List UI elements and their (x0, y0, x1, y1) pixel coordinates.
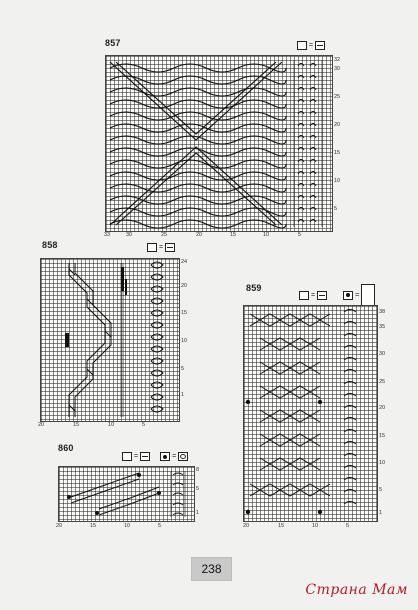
site-watermark: Страна Мам (305, 582, 408, 598)
chart-857-row-tick: 20 (334, 122, 341, 128)
chart-859-col-tick: 15 (278, 523, 285, 529)
chart-858-row-tick: 20 (181, 283, 188, 289)
bobble-symbol-icon (160, 452, 170, 461)
purl-symbol-icon (165, 243, 175, 252)
bobble-symbol-icon (343, 291, 353, 300)
purl-symbol-icon (315, 41, 325, 50)
chart-857-cable-pattern (106, 56, 332, 231)
chart-857-row-tick: 10 (334, 178, 341, 184)
chart-858-col-tick: 15 (73, 422, 80, 428)
chart-857-row-tick: 32 (334, 57, 341, 63)
chart-859-col-tick: 5 (346, 523, 350, 529)
chart-859-row-tick: 1 (379, 510, 383, 516)
chart-859-row-tick: 10 (379, 460, 386, 466)
chart-860-col-tick: 20 (56, 523, 63, 529)
legend-equals: = (311, 291, 316, 299)
chart-860-number: 860 (58, 443, 74, 453)
bobble-diagram-icon (361, 284, 375, 306)
legend-equals: = (309, 42, 314, 49)
chart-857-col-tick: 25 (161, 232, 168, 238)
chart-858-col-tick: 5 (142, 422, 146, 428)
chart-859-grid (243, 305, 378, 522)
chart-858-col-tick: 10 (108, 422, 115, 428)
chart-860-grid (58, 466, 195, 522)
chart-857-col-tick: 30 (126, 232, 133, 238)
chart-857-number: 857 (105, 38, 121, 48)
chart-859-cable-pattern (244, 306, 377, 521)
legend-equals: = (172, 453, 177, 460)
chart-860-legend (122, 452, 188, 461)
purl-symbol-icon (317, 291, 327, 300)
chart-860-row-tick: 5 (196, 486, 200, 492)
chart-857-row-tick: 15 (334, 150, 341, 156)
chart-859-number: 859 (246, 283, 262, 293)
chart-857-col-tick: 20 (196, 232, 203, 238)
chart-860-col-tick: 5 (158, 523, 162, 529)
chart-860-col-tick: 10 (124, 523, 131, 529)
chart-857-col-tick: 10 (263, 232, 270, 238)
legend-equals: = (159, 244, 164, 251)
chart-857-legend (297, 41, 325, 50)
chart-859-row-tick: 38 (379, 309, 386, 315)
chart-857-col-tick: 33 (104, 232, 111, 238)
knit-symbol-icon (299, 291, 309, 300)
chart-860-cable-pattern (59, 467, 194, 521)
chart-858-number: 858 (42, 240, 58, 250)
page-number-text: 238 (201, 562, 222, 576)
purl-symbol-icon (140, 452, 150, 461)
chart-859-row-tick: 20 (379, 405, 386, 411)
legend-equals: = (134, 453, 139, 460)
chart-859-col-tick: 20 (243, 523, 250, 529)
knit-symbol-icon (122, 452, 132, 461)
chart-857-row-tick: 30 (334, 66, 341, 72)
chart-858-row-tick: 5 (181, 366, 185, 372)
chart-858-grid (40, 258, 180, 422)
chart-859-row-tick: 25 (379, 379, 386, 385)
knit-symbol-icon (147, 243, 157, 252)
chart-859-row-tick: 15 (379, 433, 386, 439)
page-number (191, 557, 232, 581)
chart-859-legend (299, 284, 375, 306)
chart-858-legend (147, 243, 175, 252)
chart-860-col-tick: 15 (90, 523, 97, 529)
chart-859-row-tick: 5 (379, 487, 383, 493)
chart-857-col-tick: 5 (298, 232, 302, 238)
chart-857-grid (105, 55, 333, 232)
chart-858-row-tick: 1 (181, 392, 185, 398)
legend-equals: = (355, 291, 360, 299)
chart-858-row-tick: 24 (181, 259, 188, 265)
chart-860-row-tick: 1 (196, 510, 200, 516)
chart-858-col-tick: 20 (38, 422, 45, 428)
chart-858-row-tick: 10 (181, 338, 188, 344)
knit-symbol-icon (297, 41, 307, 50)
chart-857-col-tick: 15 (230, 232, 237, 238)
chart-858-cable-pattern (41, 259, 179, 421)
chart-859-row-tick: 30 (379, 351, 386, 357)
chart-858-row-tick: 15 (181, 310, 188, 316)
chart-860-row-tick: 8 (196, 467, 200, 473)
chart-859-row-tick: 35 (379, 324, 386, 330)
chart-857-row-tick: 5 (334, 206, 338, 212)
chart-857-row-tick: 25 (334, 94, 341, 100)
chart-859-col-tick: 10 (312, 523, 319, 529)
bobble-diagram-icon (178, 452, 188, 461)
